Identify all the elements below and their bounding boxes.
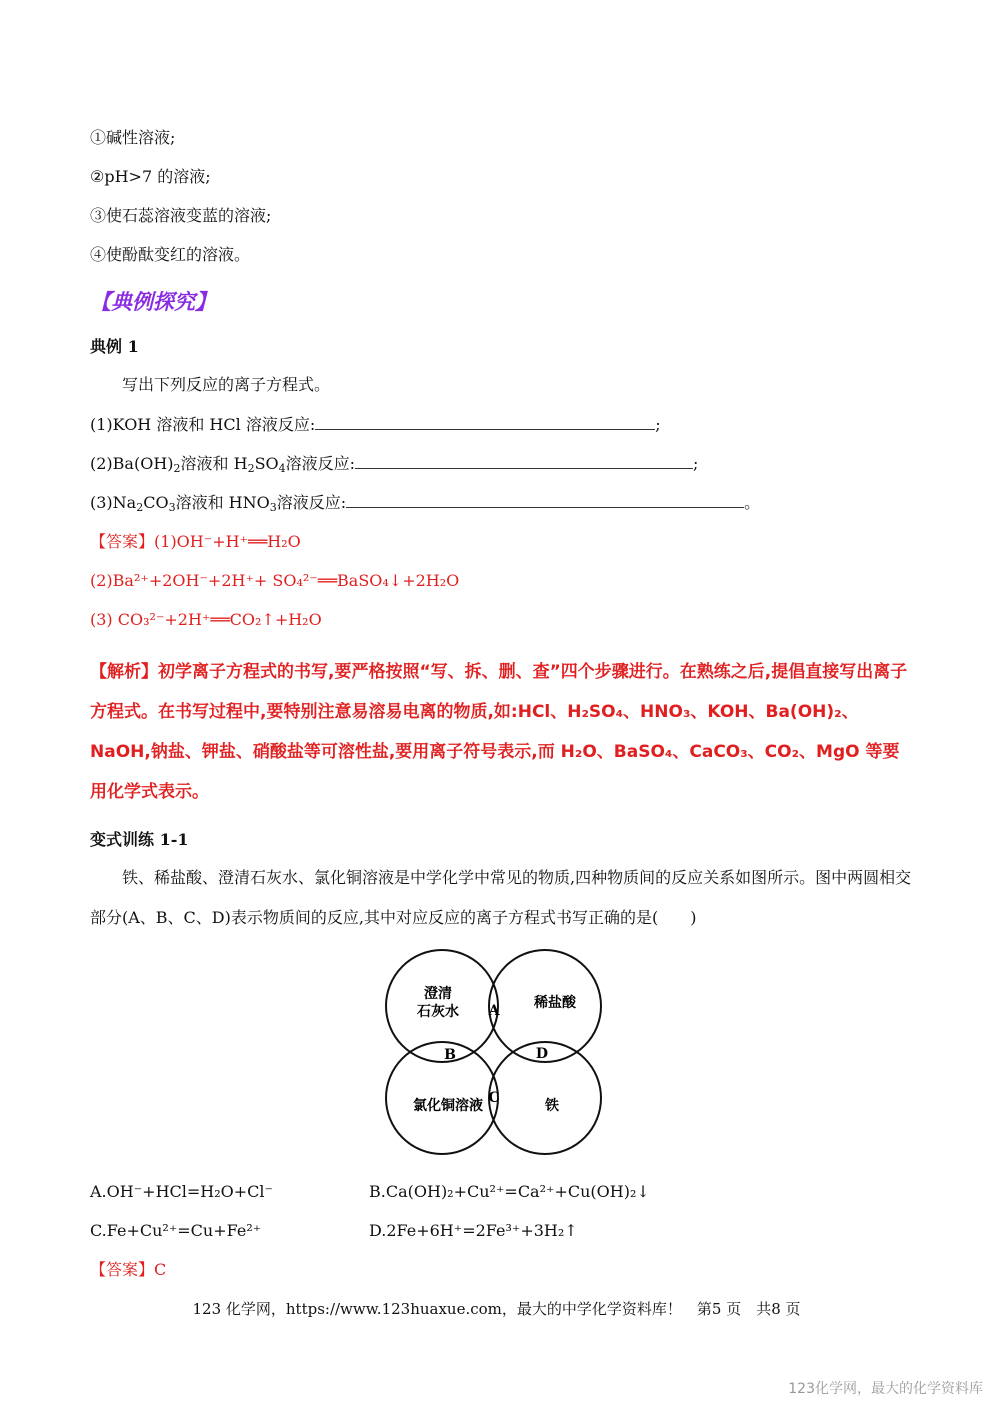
answer-blank-1 [315, 415, 655, 430]
question-3-part: CO [143, 493, 169, 512]
question-3-end: 。 [744, 493, 761, 512]
analysis-label: 【解析】 [90, 662, 158, 682]
definition-item-3: ③使石蕊溶液变蓝的溶液; [90, 206, 272, 225]
question-3-part: (3)Na [90, 493, 137, 512]
question-2-part: 溶液和 H [180, 454, 248, 473]
exercise-answer [90, 1259, 166, 1281]
question-3-part: 溶液反应: [276, 493, 347, 512]
question-3 [90, 492, 760, 519]
venn-region-c: C [488, 1090, 500, 1106]
answer-blank-3 [346, 493, 744, 508]
question-3-part: 溶液和 HNO [175, 493, 270, 512]
venn-label-limewater-2: 石灰水 [417, 1004, 459, 1020]
answer-label: 【答案】 [90, 1260, 155, 1279]
page-footer: 123 化学网，https://www.123huaxue.com，最大的中学化学资料库！ 第5 页 共8 页 [192, 1300, 801, 1318]
venn-label-limewater-1: 澄清 [424, 986, 452, 1002]
question-1-end: ; [655, 415, 661, 434]
question-1-text: (1)KOH 溶液和 HCl 溶液反应: [90, 415, 316, 434]
subscript: 2 [173, 462, 181, 475]
venn-region-d: D [535, 1046, 549, 1062]
definition-item-2: ②pH>7 的溶液; [90, 167, 211, 186]
answer-label: 【答案】 [90, 532, 155, 551]
option-c: C.Fe+Cu²⁺=Cu+Fe²⁺ [90, 1221, 262, 1240]
definition-item-1: ①碱性溶液; [90, 128, 176, 147]
answer-1 [90, 531, 301, 553]
watermark: 123化学网，最大的化学资料库 [788, 1381, 983, 1397]
option-d: D.2Fe+6H⁺=2Fe³⁺+3H₂↑ [369, 1221, 578, 1240]
venn-region-a: A [488, 1003, 500, 1019]
question-1 [90, 414, 661, 436]
question-2-part: SO [254, 454, 279, 473]
example-prompt: 写出下列反应的离子方程式。 [122, 375, 331, 394]
answer-3: (3) CO₃²⁻+2H⁺══CO₂↑+H₂O [90, 610, 322, 629]
question-2-end: ; [693, 454, 699, 473]
option-a: A.OH⁻+HCl=H₂O+Cl⁻ [90, 1182, 273, 1201]
example-heading: 典例 1 [90, 337, 139, 356]
venn-region-b: B [444, 1047, 456, 1063]
exercise-answer-value: C [154, 1260, 167, 1279]
answer-1-text: (1)OH⁻+H⁺══H₂O [154, 532, 301, 551]
exercise-heading: 变式训练 1-1 [90, 830, 189, 849]
question-2 [90, 453, 698, 480]
venn-diagram [380, 946, 610, 1158]
analysis-text: 初学离子方程式的书写,要严格按照“写、拆、删、查”四个步骤进行。在熟练之后,提倡直接写出离子方程式。在书写过程中,要特别注意易溶易电离的物质,如:HCl、H₂SO₄、HNO₃、KOH、Ba(OH)₂、NaOH,钠盐、钾盐、硝酸盐等可溶性盐,要用离子符号表示,而 H₂O、BaSO₄、CaCO₃、CO₂、MgO 等要用化学式表示。 [90, 662, 908, 802]
definition-item-4: ④使酚酞变红的溶液。 [90, 245, 251, 264]
subscript: 3 [168, 501, 176, 514]
analysis-paragraph [90, 652, 915, 812]
answer-blank-2 [355, 454, 693, 469]
venn-label-iron: 铁 [545, 1098, 559, 1114]
venn-label-dilute-hcl: 稀盐酸 [534, 995, 576, 1011]
option-b: B.Ca(OH)₂+Cu²⁺=Ca²⁺+Cu(OH)₂↓ [369, 1182, 650, 1201]
subscript: 2 [247, 462, 255, 475]
subscript: 4 [278, 462, 286, 475]
exercise-text: 铁、稀盐酸、澄清石灰水、氯化铜溶液是中学化学中常见的物质,四种物质间的反应关系如图所示。图中两圆相交部分(A、B、C、D)表示物质间的反应,其中对应反应的离子方程式书写正确的是( ) [90, 868, 912, 927]
subscript: 2 [136, 501, 144, 514]
question-2-part: (2)Ba(OH) [90, 454, 174, 473]
subscript: 3 [269, 501, 277, 514]
question-2-part: 溶液反应: [285, 454, 356, 473]
answer-2: (2)Ba²⁺+2OH⁻+2H⁺+ SO₄²⁻══BaSO₄↓+2H₂O [90, 571, 460, 590]
section-title: 【典例探究】 [90, 290, 216, 314]
venn-label-copper-chloride: 氯化铜溶液 [413, 1098, 483, 1114]
